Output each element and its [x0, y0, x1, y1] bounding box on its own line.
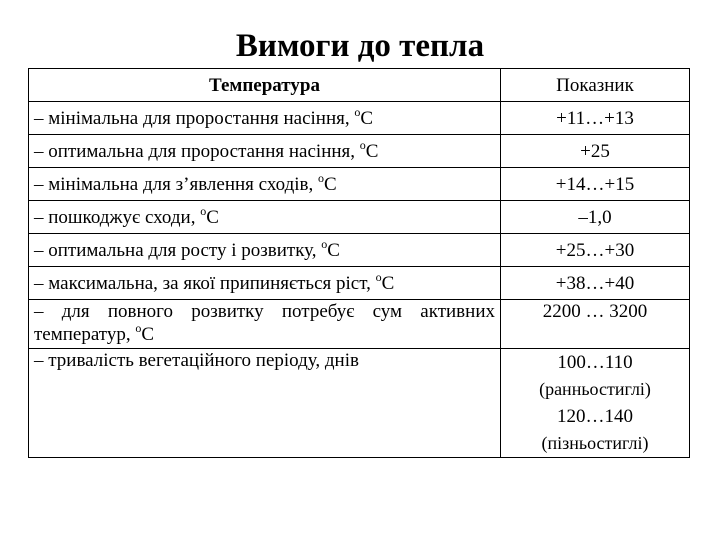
- value-early-note: (ранньостиглі): [539, 379, 651, 399]
- degree-mark: о: [375, 269, 382, 284]
- heat-requirements-table: [28, 68, 690, 458]
- row-label: – для повного розвитку потребує сум активних температур, $^о$С: [29, 300, 501, 349]
- value-late-note: (пізньостиглі): [541, 433, 649, 453]
- row-label: – максимальна, за якої припиняється ріст, $^о$С: [29, 267, 501, 300]
- row-value: +25…+30: [501, 234, 690, 267]
- table-row: [29, 349, 690, 458]
- page-title: Вимоги до тепла: [235, 28, 485, 64]
- row-value: +38…+40: [501, 267, 690, 300]
- table-row: [29, 300, 690, 349]
- value-early: 100…110: [557, 352, 633, 373]
- row-value: +11…+13: [501, 102, 690, 135]
- table-row: [29, 267, 690, 300]
- degree-mark: о: [200, 203, 207, 218]
- row-label: – мінімальна для з’явлення сходів, $^о$С: [29, 168, 501, 201]
- degree-mark: о: [321, 236, 328, 251]
- table-header-row: [29, 69, 690, 102]
- row-label: – пошкоджує сходи, $^о$С: [29, 201, 501, 234]
- row-value: +14…+15: [501, 168, 690, 201]
- row-value: 2200 … 3200: [501, 300, 690, 349]
- degree-mark: о: [359, 137, 366, 152]
- row-label: – тривалість вегетаційного періоду, днів: [29, 349, 501, 458]
- value-late: 120…140: [557, 406, 633, 427]
- degree-mark: о: [354, 104, 361, 119]
- table-row: [29, 201, 690, 234]
- row-value: +25: [501, 135, 690, 168]
- row-value: –1,0: [501, 201, 690, 234]
- table-row: [29, 135, 690, 168]
- degree-mark: о: [135, 321, 142, 335]
- table-row: [29, 234, 690, 267]
- column-header-temperature: Температура: [29, 69, 501, 102]
- row-value: [501, 349, 690, 458]
- table-row: [29, 168, 690, 201]
- column-header-indicator: Показник: [501, 69, 690, 102]
- row-label: – оптимальна для проростання насіння, $^о$С: [29, 135, 501, 168]
- row-label: – оптимальна для росту і розвитку, $^о$С: [29, 234, 501, 267]
- row-label: – мінімальна для проростання насіння, $^о$С: [29, 102, 501, 135]
- table-row: [29, 102, 690, 135]
- degree-mark: о: [318, 170, 324, 185]
